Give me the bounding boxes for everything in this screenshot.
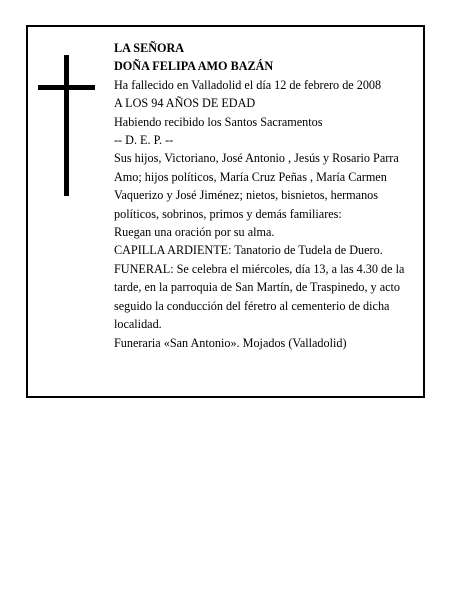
- rip-line: -- D. E. P. --: [114, 133, 174, 148]
- cross-horizontal-bar: [38, 85, 95, 90]
- age-line: A LOS 94 AÑOS DE EDAD: [114, 96, 256, 111]
- obituary-text: [114, 39, 424, 352]
- death-date-line: Ha fallecido en Valladolid el día 12 de febrero de 2008: [114, 77, 382, 92]
- sacraments-line: Habiendo recibido los Santos Sacramentos: [114, 114, 323, 129]
- funeral-home-line: Funeraria «San Antonio». Mojados (Valladolid): [114, 335, 347, 350]
- family-paragraph: Sus hijos, Victoriano, José Antonio , Jesús y Rosario Parra Amo; hijos políticos, María Cruz Peñas , María Carmen Vaquerizo y José Jiménez; nietos, bisnietos, hermanos políticos, sobrinos, primos y demás familiares:: [114, 151, 399, 221]
- deceased-name: DOÑA FELIPA AMO BAZÁN: [114, 59, 274, 74]
- funeral-paragraph: FUNERAL: Se celebra el miércoles, día 13, a las 4.30 de la tarde, en la parroquia de San Martín, de Traspinedo, y acto seguido la conducción del féretro al cementerio de dicha localidad.: [114, 261, 405, 332]
- notice-title: LA SEÑORA: [114, 41, 185, 55]
- chapel-line: CAPILLA ARDIENTE: Tanatorio de Tudela de Duero.: [114, 243, 383, 258]
- prayer-line: Ruegan una oración por su alma.: [114, 225, 275, 240]
- cross-vertical-bar: [64, 55, 69, 196]
